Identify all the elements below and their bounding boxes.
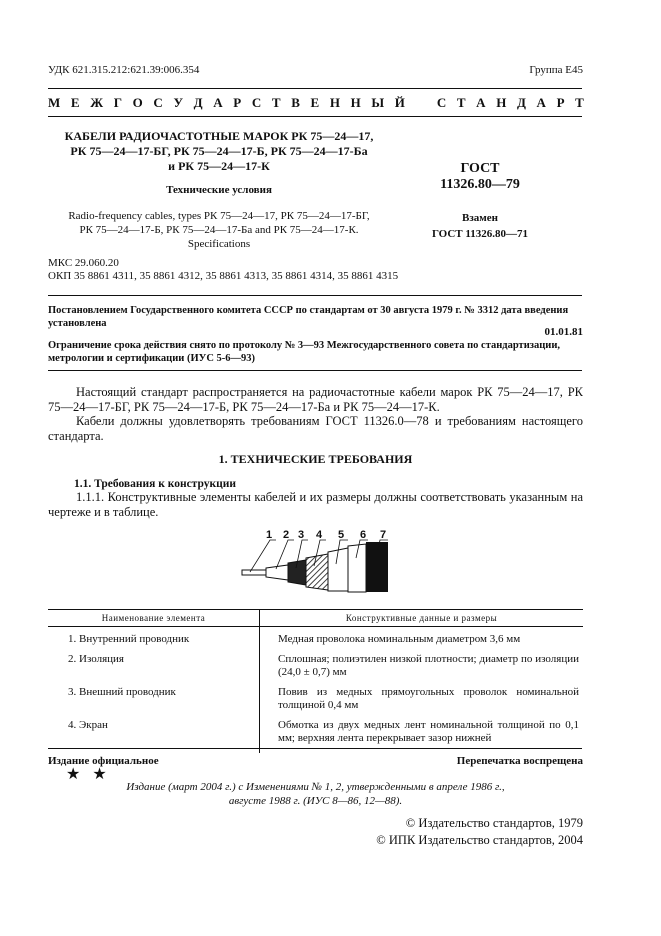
- top-rule: [48, 88, 582, 89]
- section-title: 1. ТЕХНИЧЕСКИЕ ТРЕБОВАНИЯ: [218, 452, 413, 466]
- construction-table: [48, 609, 583, 753]
- table-header-data: Конструктивные данные и размеры: [260, 610, 584, 627]
- figure-label-4: 4: [316, 529, 323, 541]
- replaces-standard: Взамен ГОСТ 11326.80—71: [431, 212, 529, 240]
- table-header-element: Наименование элемента: [48, 610, 260, 627]
- figure-label-6: 6: [360, 529, 367, 541]
- table-cell-data: Повив из медных прямоугольных проволок номинальной толщиной 0,4 мм: [278, 686, 579, 711]
- limit-text: Ограничение срока действия снято по протоколу № 3—93 Межгосударственного совета по стандартизации, метрологии и сертификации (ИУС 5-6—93): [48, 340, 561, 364]
- cable-layer-5: [328, 548, 348, 591]
- official-edition-label: Издание официальное: [48, 755, 159, 767]
- decree-rule: [48, 370, 582, 371]
- cable-layer-7: [366, 542, 388, 592]
- english-title: Radio-frequency cables, types РК 75—24—17, РК 75—24—17-БГ, РК 75—24—17-Б, РК 75—24—17-Ба and РК 75—24—17-К. Specifications: [68, 210, 370, 250]
- table-cell-name: 2. Изоляция: [48, 651, 260, 684]
- banner-rule: [48, 116, 582, 117]
- table-cell-name: 3. Внешний проводник: [48, 684, 260, 717]
- copyright-1979: © Издательство стандартов, 1979: [405, 816, 583, 830]
- reprint-prohibited-label: Перепечатка воспрещена: [456, 755, 583, 767]
- cable-layer-6: [348, 544, 366, 592]
- cable-screen: [306, 554, 328, 590]
- figure-label-5: 5: [338, 529, 345, 541]
- table-cell-name: 1. Внутренний проводник: [48, 627, 260, 652]
- document-subtitle: Технические условия: [166, 184, 272, 196]
- subsection-paragraph: 1.1.1. Конструктивные элементы кабелей и их размеры должны соответствовать указанным на чертеже и в таблице.: [48, 490, 583, 519]
- table-row: [48, 651, 583, 684]
- cable-inner-conductor: [242, 570, 266, 575]
- table-cell-data: Медная проволока номинальным диаметром 3,6 мм: [278, 633, 521, 645]
- table-cell-data: Сплошная; полиэтилен низкой плотности; диаметр по изоляции (24,0 ± 0,7) мм: [278, 653, 579, 678]
- classification-codes: МКС 29.060.20 ОКП 35 8861 4311, 35 8861 4312, 35 8861 4313, 35 8861 4314, 35 8861 4315: [48, 257, 399, 282]
- figure-label-7: 7: [380, 529, 387, 541]
- edition-note: Издание (март 2004 г.) с Изменениями № 1, 2, утвержденными в апреле 1986 г., августе 1988 г. (ИУС 8—86, 12—88).: [126, 781, 505, 807]
- subsection-title: 1.1. Требования к конструкции: [74, 478, 236, 490]
- standard-banner: М Е Ж Г О С У Д А Р С Т В Е Н Н Ы Й С Т А Н Д А Р Т: [48, 95, 584, 110]
- table-cell-name: 4. Экран: [48, 717, 260, 753]
- figure-label-3: 3: [298, 529, 305, 541]
- table-row: [48, 627, 583, 652]
- document-title: КАБЕЛИ РАДИОЧАСТОТНЫЕ МАРОК РК 75—24—17, РК 75—24—17-БГ, РК 75—24—17-Б, РК 75—24—17-Ба и РК 75—24—17-К: [64, 129, 374, 173]
- table-cell-data: Обмотка из двух медных лент номинальной толщиной по 0,1 мм; верхняя лента перекрывает зазор нижней: [278, 719, 579, 744]
- intro-paragraph-2: Кабели должны удовлетворять требованиям ГОСТ 11326.0—78 и требованиям настоящего стандарта.: [48, 414, 583, 443]
- gost-number: ГОСТ 11326.80—79: [440, 161, 520, 192]
- figure-label-1: 1: [266, 529, 273, 541]
- codes-rule: [48, 295, 582, 296]
- footer-rule: [48, 748, 582, 749]
- intro-paragraph-1: Настоящий стандарт распространяется на радиочастотные кабели марок РК 75—24—17, РК 75—24—17-БГ, РК 75—24—17-Б, РК 75—24—17-Ба и РК 75—24—17-К.: [48, 385, 583, 414]
- table-row: [48, 684, 583, 717]
- figure-label-2: 2: [283, 529, 290, 541]
- copyright-2004: © ИПК Издательство стандартов, 2004: [376, 833, 583, 847]
- group-code: Группа Е45: [529, 64, 583, 76]
- udk-code: УДК 621.315.212:621.39:006.354: [48, 64, 200, 76]
- decree-text: Постановлением Государственного комитета СССР по стандартам от 30 августа 1979 г. № 3312 дата введения установлена: [48, 305, 569, 329]
- table-header-row: [48, 610, 583, 627]
- cable-cross-section-figure: [236, 528, 396, 594]
- effective-date: 01.01.81: [544, 326, 583, 338]
- stars-mark: ★ ★: [66, 766, 111, 783]
